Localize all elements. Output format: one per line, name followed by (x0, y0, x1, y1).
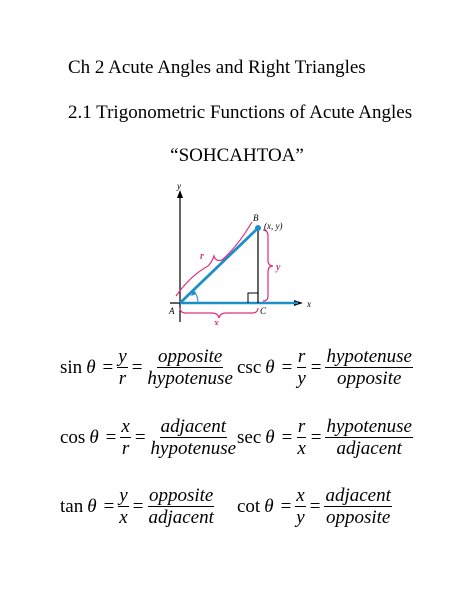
fn-name: sec (237, 426, 262, 448)
word-fraction: $\frac{\text{adjacent}}{\text{opposite}}$ (325, 485, 391, 529)
section-title: 2.1 Trigonometric Functions of Acute Angles (68, 102, 413, 123)
mnemonic-title: “SOHCAHTOA” (170, 145, 304, 166)
fn-name: cot (237, 495, 261, 517)
side-y-label: y (276, 262, 281, 273)
cos-formula (60, 416, 237, 460)
chapter-title: Ch 2 Acute Angles and Right Triangles (68, 57, 366, 78)
fn-name: cos (60, 426, 86, 448)
symbol-fraction: $\frac{r}{y}$ (297, 346, 306, 390)
vertex-a-label: A (169, 306, 175, 316)
fn-name: csc (237, 356, 262, 378)
fn-name: tan (60, 495, 84, 517)
tan-formula (60, 485, 215, 529)
symbol-fraction: $\frac{x}{y}$ (296, 485, 305, 529)
word-fraction: $\frac{\text{hypotenuse}}{\text{adjacent}}$ (326, 416, 412, 460)
equals-sign: = (310, 426, 322, 448)
word-fraction: $\frac{\text{adjacent}}{\text{hypotenuse}}$ (150, 416, 237, 460)
csc-formula (237, 346, 413, 390)
equals-sign: = (310, 356, 322, 378)
hypotenuse-side (180, 228, 258, 303)
equals-sign: = (131, 356, 143, 378)
theta-symbol: θ (87, 495, 97, 517)
point-b-dot (255, 225, 261, 231)
opposite-brace (263, 230, 273, 301)
point-coordinates-label: (x, y) (264, 221, 283, 231)
theta-symbol: θ (86, 356, 96, 378)
symbol-fraction: $\frac{y}{x}$ (119, 485, 128, 529)
theta-symbol: θ (264, 495, 274, 517)
equals-sign: = (280, 495, 292, 517)
right-angle-mark (248, 293, 258, 303)
word-fraction: $\frac{\text{opposite}}{\text{hypotenuse}}$ (147, 346, 233, 390)
side-x-label: x (214, 318, 219, 325)
equals-sign: = (134, 426, 146, 448)
cot-formula (237, 485, 392, 529)
sec-formula (237, 416, 413, 460)
sin-formula (60, 346, 234, 390)
y-axis-label: y (177, 181, 181, 191)
symbol-fraction: $\frac{y}{r}$ (118, 346, 127, 390)
theta-symbol: θ (265, 426, 275, 448)
symbol-fraction: $\frac{r}{x}$ (297, 416, 306, 460)
vertex-b-label: B (253, 213, 259, 223)
equals-sign: = (103, 495, 115, 517)
symbol-fraction: $\frac{x}{r}$ (121, 416, 130, 460)
theta-symbol: θ (89, 426, 99, 448)
x-axis-label: x (307, 299, 311, 309)
equals-sign: = (105, 426, 117, 448)
right-triangle-figure (160, 180, 320, 325)
hypotenuse-brace (176, 222, 252, 296)
theta-symbol: θ (265, 356, 275, 378)
word-fraction: $\frac{\text{hypotenuse}}{\text{opposite}}$ (326, 346, 412, 390)
side-r-label: r (200, 251, 204, 262)
vertex-c-label: C (260, 306, 267, 316)
equals-sign: = (281, 426, 293, 448)
equals-sign: = (102, 356, 114, 378)
equals-sign: = (281, 356, 293, 378)
equals-sign: = (132, 495, 144, 517)
adjacent-brace (180, 308, 258, 318)
equals-sign: = (309, 495, 321, 517)
fn-name: sin (60, 356, 83, 378)
y-axis-arrow-icon (177, 190, 183, 198)
word-fraction: $\frac{\text{opposite}}{\text{adjacent}}$ (148, 485, 214, 529)
